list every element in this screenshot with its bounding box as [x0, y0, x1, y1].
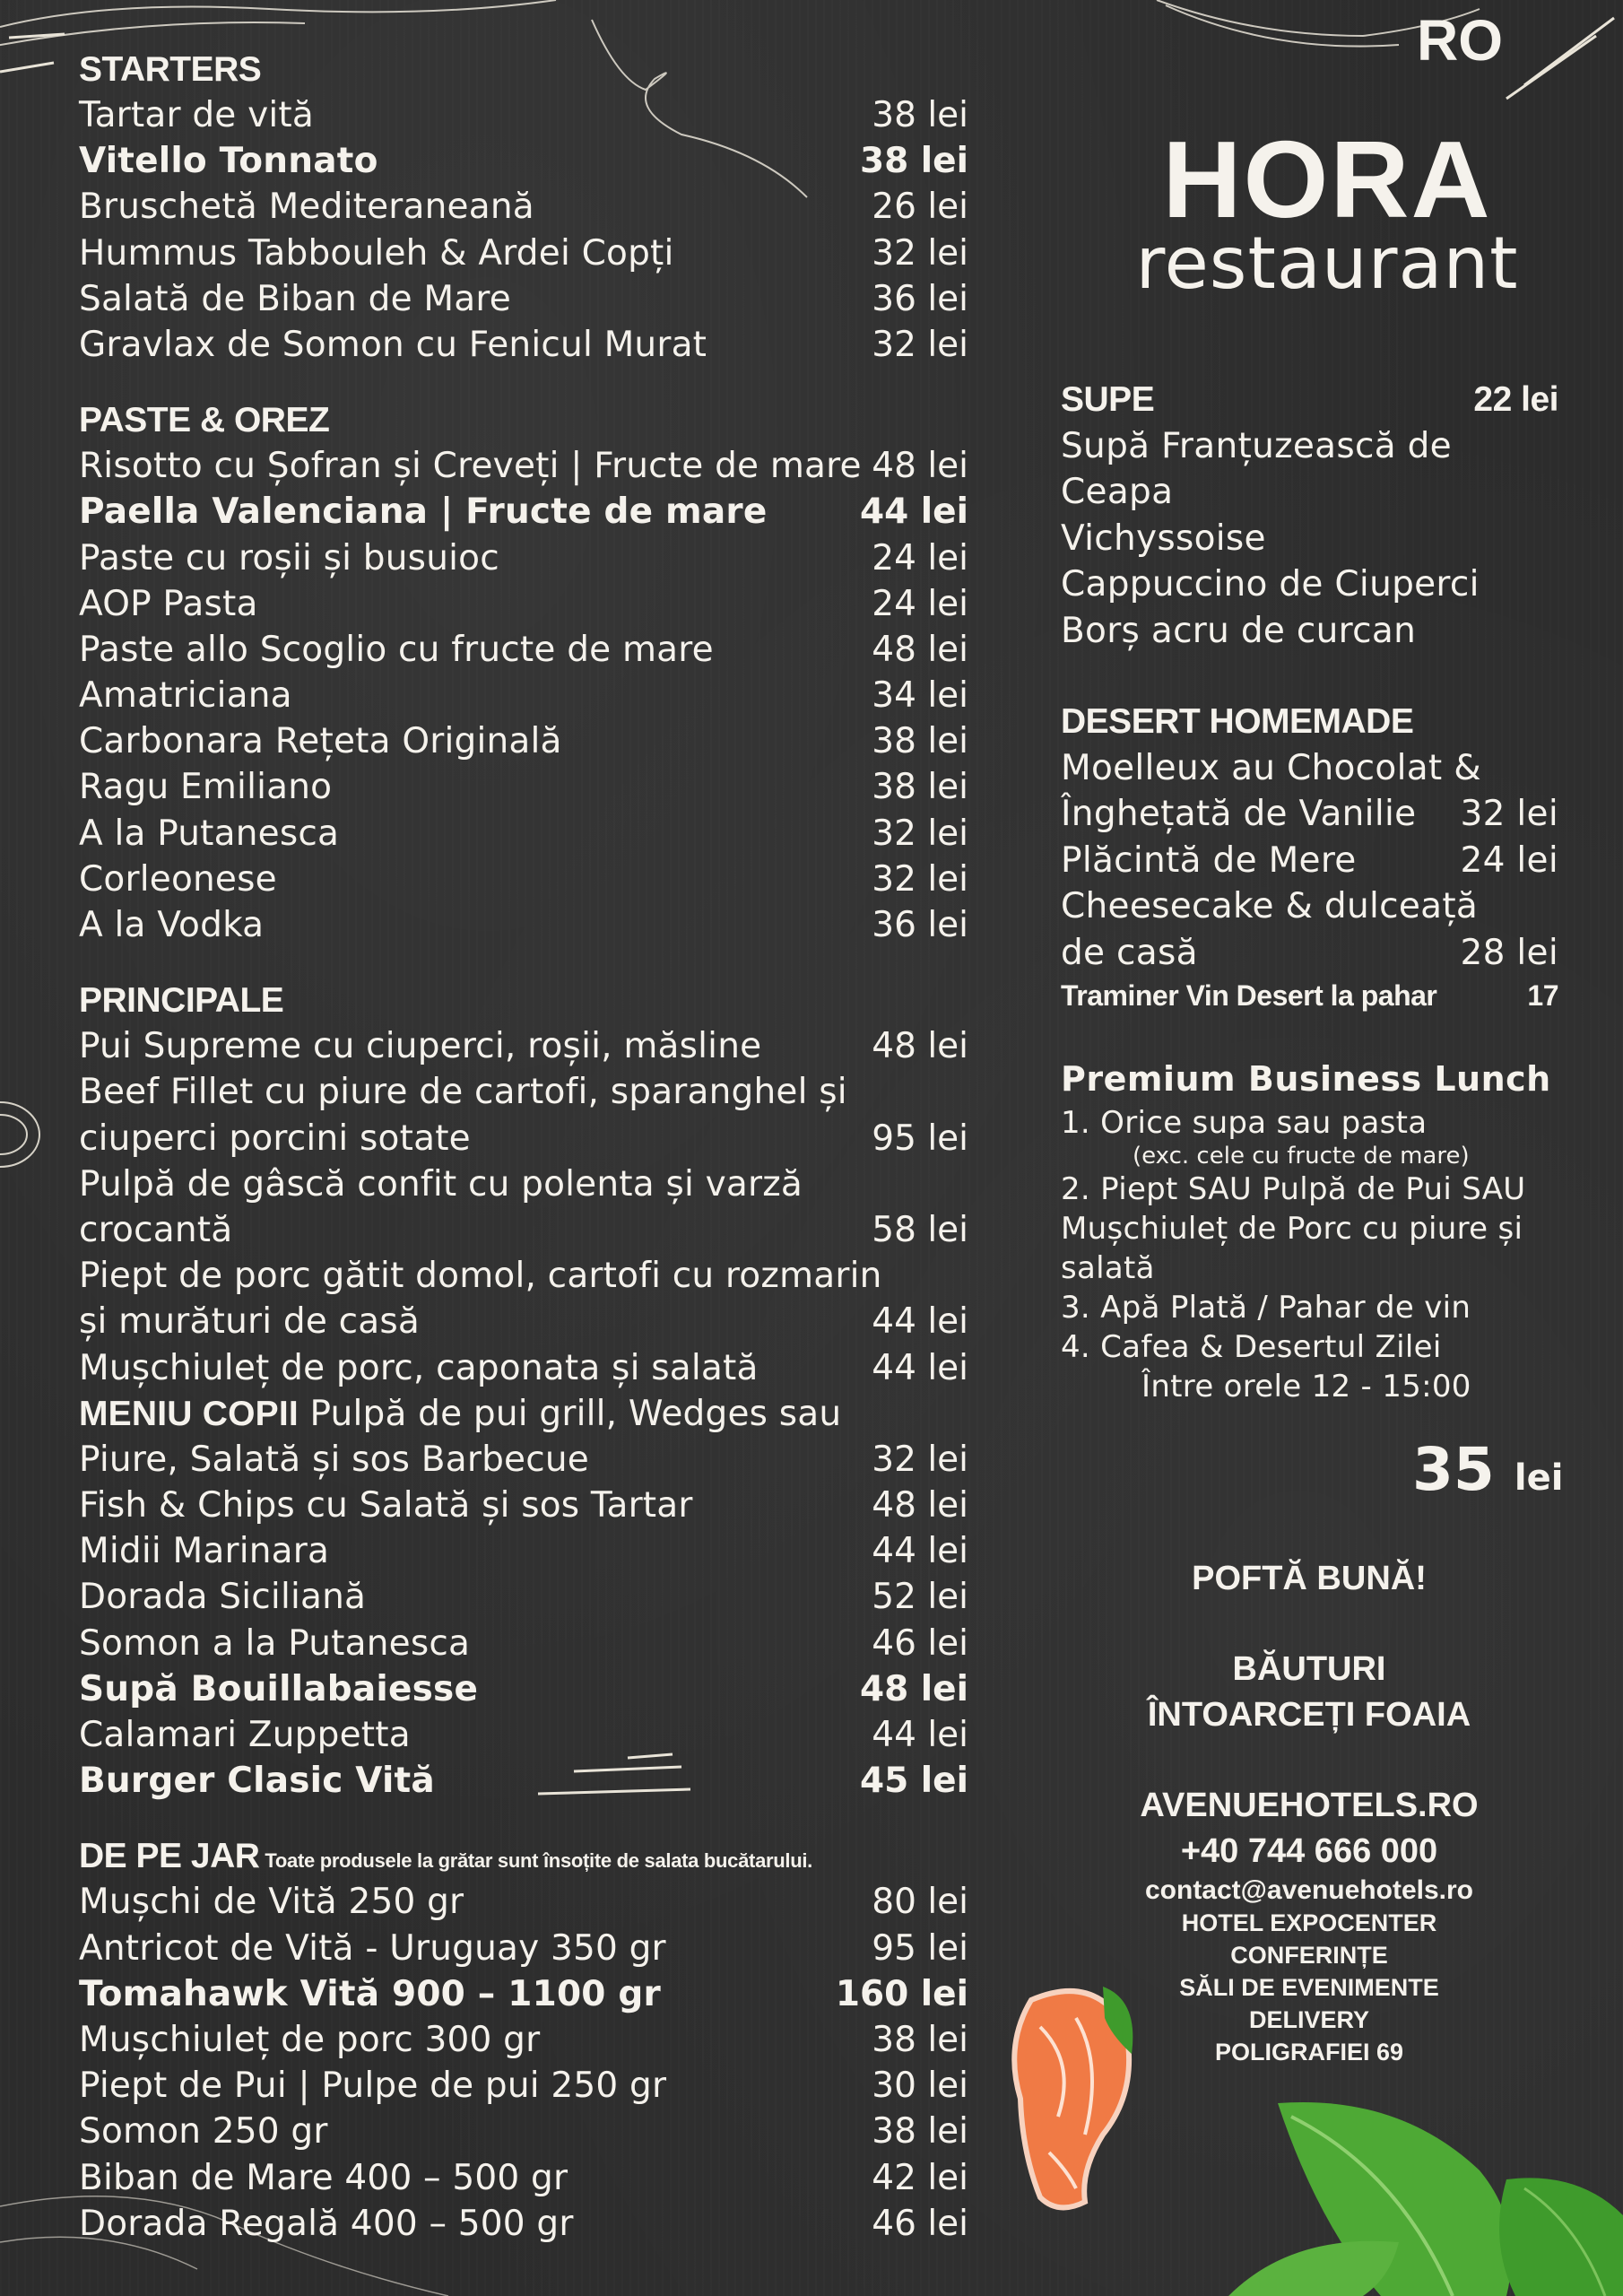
basil-leaves-image: [1228, 2102, 1623, 2296]
item-name: Moelleux au Chocolat &: [1061, 747, 1481, 788]
item-price: 36 lei: [872, 278, 968, 319]
item-name: Dorada Regală 400 – 500 gr: [79, 2203, 574, 2244]
item-price: 30 lei: [872, 2066, 968, 2107]
menu-item: [79, 322, 968, 368]
item-price: 44 lei: [872, 1715, 968, 1755]
item-name: Pui Supreme cu ciuperci, roșii, măsline: [79, 1026, 762, 1067]
menu-item: [79, 1621, 968, 1666]
menu-item: [79, 857, 968, 902]
item-price: 26 lei: [872, 187, 968, 228]
menu-item: Ceapa: [1061, 472, 1174, 512]
item-price: 95 lei: [872, 1118, 968, 1159]
menu-item-line: [1061, 791, 1558, 838]
item-price: 80 lei: [872, 1882, 968, 1923]
item-name: Bruschetă Mediteraneană: [79, 187, 534, 228]
item-name: Burger Clasic Vită: [79, 1761, 435, 1802]
item-price: 45 lei: [859, 1761, 968, 1802]
item-price: 48 lei: [872, 629, 968, 670]
dessert-wine: [1061, 976, 1558, 1015]
starters-section: [79, 47, 968, 368]
menu-item: [79, 184, 968, 230]
menu-item: [79, 1971, 968, 2017]
menu-item: [79, 764, 968, 810]
item-name: Somon 250 gr: [79, 2111, 328, 2152]
phone-number[interactable]: +40 744 666 000: [1180, 1832, 1438, 1870]
section-title: PRINCIPALE: [79, 981, 284, 1021]
item-name: Beef Fillet cu piure de cartofi, sparanghel și: [79, 1072, 847, 1113]
item-name: Carbonara Rețeta Originală: [79, 721, 562, 762]
jar-section: [79, 1833, 968, 2247]
lunch-price-currency: lei: [1514, 1457, 1564, 1499]
item-name: Hummus Tabbouleh & Ardei Copți: [79, 232, 674, 274]
menu-item: Borș acru de curcan: [1061, 610, 1417, 651]
item-price: 32 lei: [872, 858, 968, 900]
supe-section: [1061, 377, 1558, 654]
item-price: 38 lei: [872, 767, 968, 808]
menu-item: [79, 1528, 968, 1574]
lunch-note: (exc. cele cu fructe de mare): [1133, 1143, 1470, 1170]
item-name: Gravlax de Somon cu Fenicul Murat: [79, 324, 707, 365]
item-name: AOP Pasta: [79, 583, 258, 624]
lunch-line: 3. Apă Plată / Pahar de vin: [1061, 1290, 1471, 1326]
brand-name: HORA: [1162, 118, 1492, 240]
item-price: 46 lei: [872, 1622, 968, 1664]
menu-item: [79, 1023, 968, 1069]
section-title: [1061, 377, 1558, 423]
menu-item: [79, 1879, 968, 1925]
item-price: 38 lei: [872, 721, 968, 762]
item-price: 38 lei: [859, 141, 968, 182]
item-name: Midii Marinara: [79, 1531, 330, 1572]
item-name: Calamari Zuppetta: [79, 1715, 411, 1755]
item-price: 44 lei: [872, 1301, 968, 1343]
item-name: Paste allo Scoglio cu fructe de mare: [79, 629, 714, 670]
item-name: [79, 1391, 841, 1437]
item-price: 48 lei: [859, 1668, 968, 1709]
menu-item: [79, 1758, 968, 1804]
item-name: Mușchi de Vită 250 gr: [79, 1882, 464, 1923]
item-price: 44 lei: [872, 1531, 968, 1572]
menu-left-column: [79, 47, 968, 2247]
item-name: Ragu Emiliano: [79, 767, 333, 808]
item-name: și murături de casă: [79, 1301, 420, 1343]
lunch-line: 1. Orice supa sau pasta: [1061, 1105, 1428, 1141]
menu-item: [79, 581, 968, 627]
menu-item: [79, 2063, 968, 2109]
item-price: 48 lei: [872, 1026, 968, 1067]
menu-item: [79, 2155, 968, 2201]
item-name: Înghețată de Vanilie: [1061, 794, 1417, 834]
item-name: Amatriciana: [79, 675, 292, 717]
item-price: 38 lei: [872, 2019, 968, 2060]
language-tag[interactable]: RO: [1417, 8, 1503, 73]
menu-item-line: [79, 1299, 968, 1344]
item-price: 24 lei: [872, 583, 968, 624]
menu-item: [79, 489, 968, 535]
paste-section: [79, 397, 968, 948]
item-name: Cheesecake & dulceață: [1061, 886, 1479, 926]
item-name: Piept de porc gătit domol, cartofi cu rozmarin: [79, 1256, 882, 1297]
kids-menu-text: Pulpă de pui grill, Wedges sau: [309, 1393, 842, 1434]
restaurant-logo: [1058, 118, 1596, 305]
item-price: 38 lei: [872, 2111, 968, 2152]
menu-item: [79, 673, 968, 718]
lunch-hours: Între orele 12 - 15:00: [1141, 1369, 1471, 1405]
footer-info: [1076, 1556, 1542, 2068]
item-price: 160 lei: [835, 1973, 968, 2014]
item-name: Somon a la Putanesca: [79, 1622, 471, 1664]
service-item: POLIGRAFIEI 69: [1214, 2039, 1404, 2066]
section-title: Premium Business Lunch: [1061, 1059, 1551, 1099]
item-price: 34 lei: [872, 675, 968, 717]
menu-item: [79, 276, 968, 322]
lunch-price-value: 35: [1412, 1435, 1495, 1504]
website-link[interactable]: AVENUEHOTELS.RO: [1140, 1787, 1479, 1824]
item-name: Pulpă de gâscă confit cu polenta și varză: [79, 1163, 803, 1205]
menu-item: Vichyssoise: [1061, 517, 1266, 559]
item-name: Vitello Tonnato: [79, 141, 378, 182]
item-price: 28 lei: [1460, 932, 1558, 973]
item-name: ciuperci porcini sotate: [79, 1118, 471, 1159]
item-price: 38 lei: [872, 95, 968, 135]
item-name: A la Vodka: [79, 905, 265, 945]
menu-item: [79, 627, 968, 673]
menu-item: [79, 535, 968, 581]
item-name: Piure, Salată și sos Barbecue: [79, 1439, 589, 1480]
section-title-text: SUPE: [1061, 380, 1155, 419]
menu-item: [79, 443, 968, 489]
menu-item: [79, 1712, 968, 1758]
item-name: Tomahawk Vită 900 – 1100 gr: [79, 1973, 661, 2014]
principale-section: [79, 978, 968, 1804]
menu-item-line: [79, 1116, 968, 1161]
item-price: 48 lei: [872, 446, 968, 487]
item-name: Plăcintă de Mere: [1061, 839, 1357, 881]
item-price: 32 lei: [1460, 794, 1558, 834]
item-name: Risotto cu Șofran și Creveți | Fructe de mare: [79, 446, 862, 487]
menu-item: [79, 1666, 968, 1712]
item-name: Mușchiuleț de porc, caponata și salată: [79, 1347, 759, 1388]
section-price: 22 lei: [1473, 380, 1558, 419]
item-name: Piept de Pui | Pulpe de pui 250 gr: [79, 2066, 667, 2107]
desert-section: [1061, 699, 1558, 1015]
menu-item: [79, 718, 968, 764]
item-price: 52 lei: [872, 1577, 968, 1618]
menu-right-column: [1061, 377, 1558, 1406]
email-link[interactable]: contact@avenuehotels.ro: [1144, 1875, 1473, 1905]
item-name: Paste cu roșii și busuioc: [79, 537, 499, 578]
section-note: Toate produsele la grătar sunt însoțite de salata bucătarului.: [265, 1849, 812, 1873]
menu-item-line: [1061, 883, 1558, 930]
item-price: 44 lei: [859, 491, 968, 533]
item-price: 32 lei: [872, 1439, 968, 1480]
lunch-price: [1412, 1435, 1563, 1504]
greeting: POFTĂ BUNĂ!: [1192, 1560, 1427, 1597]
item-price: 24 lei: [872, 537, 968, 578]
item-name: crocantă: [79, 1209, 233, 1250]
section-title: STARTERS: [79, 50, 262, 89]
menu-item: [79, 811, 968, 857]
section-title-text: DE PE JAR: [79, 1837, 260, 1876]
item-name: A la Putanesca: [79, 813, 340, 854]
item-price: 32 lei: [872, 813, 968, 854]
item-price: 46 lei: [872, 2203, 968, 2244]
service-item: DELIVERY: [1248, 2006, 1370, 2033]
item-price: 36 lei: [872, 905, 968, 945]
item-price: 58 lei: [872, 1209, 968, 1250]
item-name: Salată de Biban de Mare: [79, 278, 511, 319]
brand-subtitle: restaurant: [1135, 222, 1519, 305]
item-name: de casă: [1061, 932, 1198, 973]
item-price: 32 lei: [872, 232, 968, 274]
item-name: Mușchiuleț de porc 300 gr: [79, 2019, 541, 2060]
menu-item-line: [79, 1161, 968, 1207]
menu-item-line: [79, 1207, 968, 1253]
menu-item: [79, 1345, 968, 1391]
menu-item: [79, 138, 968, 184]
menu-item: [79, 2109, 968, 2154]
drinks-note: ÎNTOARCEȚI FOAIA: [1147, 1696, 1471, 1734]
section-title: PASTE & OREZ: [79, 401, 330, 440]
drinks-heading: BĂUTURI: [1232, 1650, 1386, 1688]
item-price: 48 lei: [872, 1485, 968, 1526]
item-price: 42 lei: [872, 2157, 968, 2198]
menu-item-line: [79, 1437, 968, 1483]
item-name: Tartar de vită: [79, 95, 314, 135]
item-name: Supă Bouillabaiesse: [79, 1668, 479, 1709]
lunch-line: salată: [1061, 1250, 1155, 1286]
menu-item-line: [1061, 745, 1558, 792]
menu-item-line: [79, 1069, 968, 1115]
plate-doodle: [0, 1102, 39, 1167]
item-name: Fish & Chips cu Salată și sos Tartar: [79, 1485, 693, 1526]
menu-item: [79, 902, 968, 948]
item-price: 24 lei: [1460, 839, 1558, 881]
menu-item: [79, 230, 968, 276]
menu-item: [79, 2201, 968, 2247]
menu-item: [79, 1483, 968, 1528]
menu-item-line: [79, 1391, 968, 1437]
menu-item-line: [1061, 930, 1558, 977]
item-name: Biban de Mare 400 – 500 gr: [79, 2157, 568, 2198]
item-name: Dorada Siciliană: [79, 1577, 367, 1618]
menu-item: Cappuccino de Ciuperci: [1061, 564, 1480, 604]
lunch-line: 4. Cafea & Desertul Zilei: [1061, 1329, 1442, 1365]
item-price: 44 lei: [872, 1347, 968, 1388]
item-name: Paella Valenciana | Fructe de mare: [79, 491, 768, 533]
service-item: HOTEL EXPOCENTER: [1181, 1909, 1437, 1936]
item-price: 32 lei: [872, 324, 968, 365]
service-item: SĂLI DE EVENIMENTE: [1179, 1974, 1439, 2001]
section-title: DESERT HOMEMADE: [1061, 702, 1414, 741]
menu-item: [79, 1926, 968, 1971]
menu-item: [79, 2017, 968, 2063]
menu-item-line: [79, 1253, 968, 1299]
lunch-line: Mușchiuleț de Porc cu piure și: [1061, 1211, 1523, 1247]
menu-item: [79, 92, 968, 138]
item-price: 17: [1527, 979, 1558, 1012]
item-name: Antricot de Vită - Uruguay 350 gr: [79, 1927, 666, 1969]
item-name: Traminer Vin Desert la pahar: [1061, 979, 1437, 1012]
business-lunch-section: [1061, 1055, 1558, 1406]
menu-item-line: [1061, 838, 1558, 884]
kids-menu-label: MENIU COPII: [79, 1394, 299, 1433]
section-title: [79, 1833, 968, 1879]
service-item: CONFERINȚE: [1230, 1942, 1388, 1969]
item-price: 95 lei: [872, 1927, 968, 1969]
item-name: Corleonese: [79, 858, 277, 900]
lunch-line: 2. Piept SAU Pulpă de Pui SAU: [1061, 1171, 1526, 1207]
menu-item: [79, 1574, 968, 1620]
menu-item: Supă Franțuzească de: [1061, 425, 1452, 466]
